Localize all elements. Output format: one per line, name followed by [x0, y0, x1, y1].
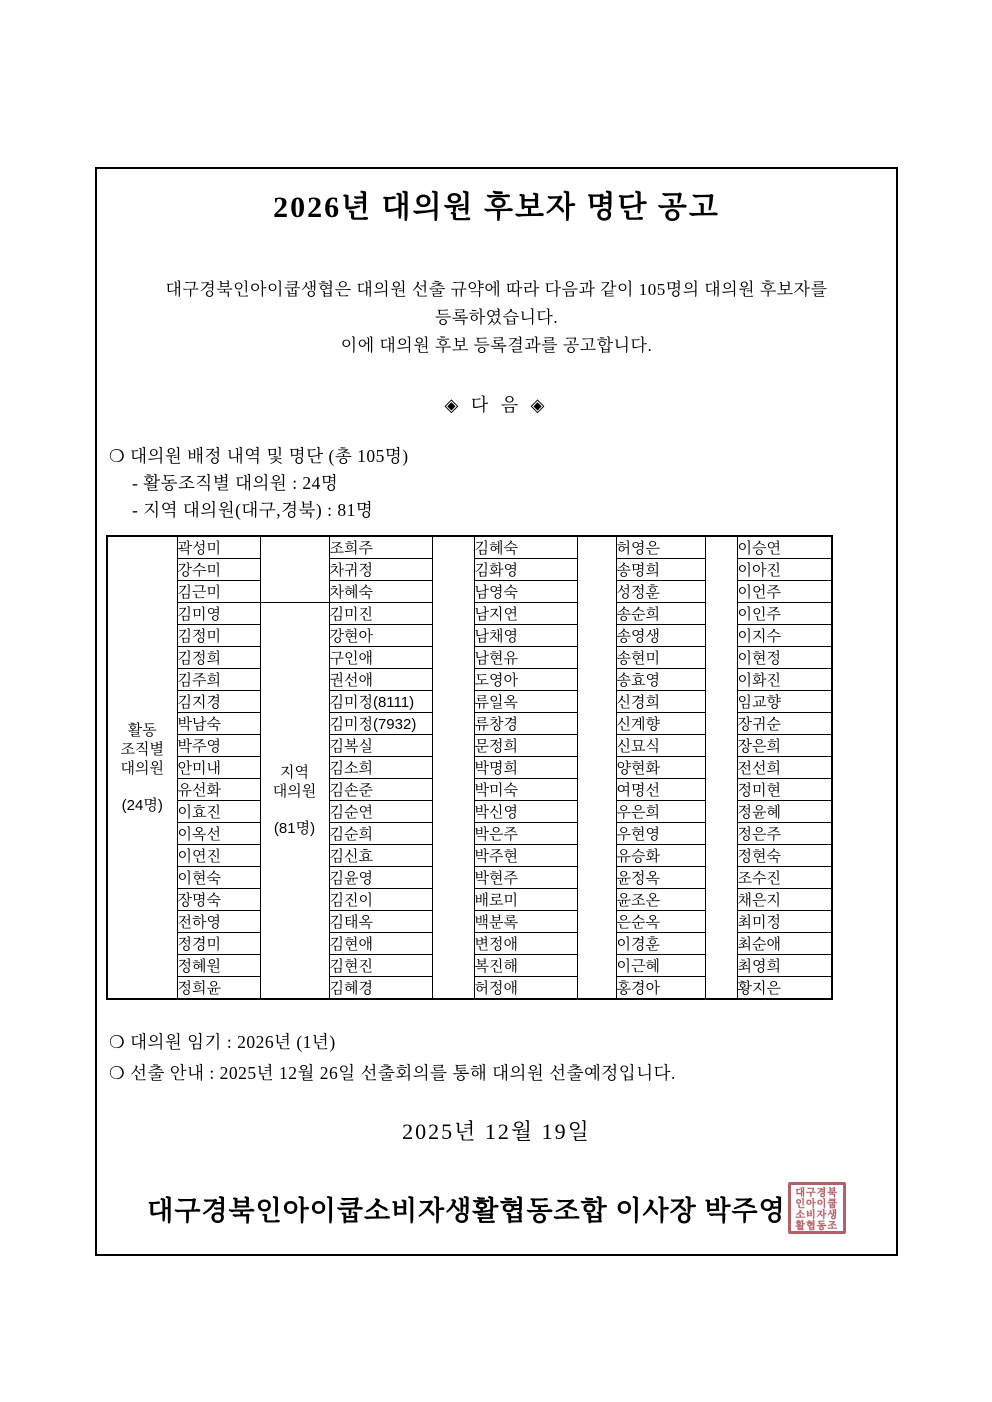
delegate-name: 김근미 — [177, 581, 260, 603]
info-term: ❍ 대의원 임기 : 2026년 (1년) — [109, 1032, 336, 1052]
delegate-name: 김복실 — [329, 735, 432, 757]
delegate-name: 이승연 — [737, 536, 832, 559]
delegate-name: 채은지 — [737, 889, 832, 911]
intro-line-2: 등록하였습니다. — [434, 308, 559, 327]
delegate-name: 박은주 — [474, 823, 577, 845]
delegate-name: 은순옥 — [616, 911, 705, 933]
intro-paragraph — [97, 276, 896, 360]
delegate-name: 남현유 — [474, 647, 577, 669]
delegate-name: 최순애 — [737, 933, 832, 955]
delegate-name: 김지경 — [177, 691, 260, 713]
table-row — [107, 536, 832, 559]
allocation-section — [97, 443, 896, 524]
delegate-name: 김순연 — [329, 801, 432, 823]
delegate-name: 김혜경 — [329, 977, 432, 1000]
document-page — [95, 167, 898, 1256]
delegate-name: 장은희 — [737, 735, 832, 757]
group-label-activity-text — [108, 721, 177, 815]
seal-row-2: 인아이쿱 — [795, 1199, 838, 1210]
delegate-name: 송현미 — [616, 647, 705, 669]
delegate-name: 강현아 — [329, 625, 432, 647]
delegate-name: 도영아 — [474, 669, 577, 691]
delegate-name: 이현정 — [737, 647, 832, 669]
delegate-name: 윤조온 — [616, 889, 705, 911]
delegate-name: 김미정(7932) — [329, 713, 432, 735]
group-label-activity — [107, 536, 177, 999]
delegate-name: 박미숙 — [474, 779, 577, 801]
official-seal — [788, 1182, 846, 1234]
delegate-name: 우은희 — [616, 801, 705, 823]
group-label-region-line: 대의원 — [272, 783, 317, 800]
delegate-name: 이경훈 — [616, 933, 705, 955]
allocation-item-activity: - 활동조직별 대의원 : 24명 — [132, 473, 339, 493]
delegate-name: 김혜숙 — [474, 536, 577, 559]
intro-line-1: 대구경북인아이쿱생협은 대의원 선출 규약에 따라 다음과 같이 105명의 대의원 후보자를 — [165, 280, 828, 299]
group-label-region — [260, 603, 329, 1000]
delegate-name: 조수진 — [737, 867, 832, 889]
delegate-name: 이연진 — [177, 845, 260, 867]
delegate-name: 허정애 — [474, 977, 577, 1000]
delegate-name: 이현숙 — [177, 867, 260, 889]
delegate-name: 조희주 — [329, 536, 432, 559]
delegate-name: 김태옥 — [329, 911, 432, 933]
delegate-name: 문정희 — [474, 735, 577, 757]
delegate-name: 신계향 — [616, 713, 705, 735]
footer-signature — [97, 1188, 896, 1240]
delegate-name: 박남숙 — [177, 713, 260, 735]
delegate-roster-table — [106, 535, 833, 1000]
delegate-name: 김주희 — [177, 669, 260, 691]
delegate-name: 유승화 — [616, 845, 705, 867]
delegate-name: 송명희 — [616, 559, 705, 581]
delegate-name: 황지은 — [737, 977, 832, 1000]
delegate-name: 김신효 — [329, 845, 432, 867]
seal-row-3: 소비자생 — [795, 1210, 838, 1221]
delegate-name: 차혜숙 — [329, 581, 432, 603]
allocation-heading: ❍ 대의원 배정 내역 및 명단 (총 105명) — [109, 446, 409, 466]
delegate-name: 김미영 — [177, 603, 260, 625]
delegate-name: 변정애 — [474, 933, 577, 955]
delegate-name: 윤정옥 — [616, 867, 705, 889]
delegate-name: 남지연 — [474, 603, 577, 625]
delegate-name: 박주현 — [474, 845, 577, 867]
delegate-name: 안미내 — [177, 757, 260, 779]
delegate-name: 김진이 — [329, 889, 432, 911]
group-label-activity-line: 조직별 — [120, 740, 164, 758]
spacer-column-2 — [577, 536, 616, 999]
delegate-name: 이아진 — [737, 559, 832, 581]
delegate-name: 김소희 — [329, 757, 432, 779]
group-label-activity-line: 대의원 — [120, 759, 164, 777]
delegate-name: 여명선 — [616, 779, 705, 801]
delegate-name: 정현숙 — [737, 845, 832, 867]
delegate-name: 김순희 — [329, 823, 432, 845]
delegate-name: 전선희 — [737, 757, 832, 779]
delegate-name: 김현진 — [329, 955, 432, 977]
delegate-name: 김화영 — [474, 559, 577, 581]
delegate-name: 양현화 — [616, 757, 705, 779]
delegate-name: 송영생 — [616, 625, 705, 647]
delegate-name: 우현영 — [616, 823, 705, 845]
delegate-name: 남채영 — [474, 625, 577, 647]
delegate-name: 이언주 — [737, 581, 832, 603]
delegate-name: 이지수 — [737, 625, 832, 647]
announcement-date: 2025년 12월 19일 — [402, 1119, 591, 1144]
group-label-region-text — [261, 763, 329, 838]
signature-text: 대구경북인아이쿱소비자생활협동조합 이사장 박주영 — [147, 1196, 786, 1227]
delegate-name: 장귀순 — [737, 713, 832, 735]
section-divider: ◈ 다 음 ◈ — [444, 395, 549, 415]
delegate-name: 신묘식 — [616, 735, 705, 757]
delegate-name: 신경희 — [616, 691, 705, 713]
delegate-name: 남영숙 — [474, 581, 577, 603]
delegate-name: 정미현 — [737, 779, 832, 801]
group-label-region-line: 지역 — [280, 764, 309, 781]
delegate-name: 김정희 — [177, 647, 260, 669]
delegate-name: 홍경아 — [616, 977, 705, 1000]
info-section — [97, 1027, 896, 1089]
delegate-name: 박신영 — [474, 801, 577, 823]
delegate-name: 배로미 — [474, 889, 577, 911]
delegate-name: 최미정 — [737, 911, 832, 933]
delegate-name: 정윤혜 — [737, 801, 832, 823]
delegate-name: 이옥선 — [177, 823, 260, 845]
delegate-name: 장명숙 — [177, 889, 260, 911]
delegate-name: 전하영 — [177, 911, 260, 933]
intro-line-3: 이에 대의원 후보 등록결과를 공고합니다. — [340, 336, 653, 355]
delegate-name: 성정훈 — [616, 581, 705, 603]
empty-cell — [260, 536, 329, 603]
delegate-name: 이화진 — [737, 669, 832, 691]
delegate-name: 차귀정 — [329, 559, 432, 581]
delegate-name: 송효영 — [616, 669, 705, 691]
seal-row-4: 활협동조 — [795, 1221, 838, 1232]
group-label-region-count: (81명) — [273, 820, 316, 837]
delegate-name: 허영은 — [616, 536, 705, 559]
seal-row-1: 대구경북 — [795, 1188, 838, 1199]
delegate-name: 김손준 — [329, 779, 432, 801]
delegate-name: 박명희 — [474, 757, 577, 779]
info-election: ❍ 선출 안내 : 2025년 12월 26일 선출회의를 통해 대의원 선출예정입니다. — [109, 1063, 676, 1083]
delegate-name: 임교향 — [737, 691, 832, 713]
delegate-name: 김윤영 — [329, 867, 432, 889]
delegate-name: 김미정(8111) — [329, 691, 432, 713]
delegate-name: 백분록 — [474, 911, 577, 933]
group-label-activity-count: (24명) — [121, 796, 163, 814]
document-title: 2026년 대의원 후보자 명단 공고 — [273, 191, 720, 224]
delegate-name: 이효진 — [177, 801, 260, 823]
spacer-column-1 — [432, 536, 474, 999]
delegate-name: 정희윤 — [177, 977, 260, 1000]
delegate-name: 김정미 — [177, 625, 260, 647]
delegate-name: 류일옥 — [474, 691, 577, 713]
allocation-item-region: - 지역 대의원(대구,경북) : 81명 — [132, 500, 374, 520]
delegate-name: 송순희 — [616, 603, 705, 625]
delegate-name: 곽성미 — [177, 536, 260, 559]
delegate-name: 김현애 — [329, 933, 432, 955]
delegate-name: 복진해 — [474, 955, 577, 977]
delegate-name: 박주영 — [177, 735, 260, 757]
delegate-name: 이인주 — [737, 603, 832, 625]
delegate-name: 정은주 — [737, 823, 832, 845]
delegate-name: 최영희 — [737, 955, 832, 977]
spacer-column-3 — [705, 536, 737, 999]
delegate-name: 강수미 — [177, 559, 260, 581]
delegate-name: 정혜원 — [177, 955, 260, 977]
delegate-name: 이근혜 — [616, 955, 705, 977]
delegate-name: 정경미 — [177, 933, 260, 955]
group-label-activity-line: 활동 — [127, 721, 157, 739]
delegate-name: 박현주 — [474, 867, 577, 889]
delegate-name: 김미진 — [329, 603, 432, 625]
delegate-name: 구인애 — [329, 647, 432, 669]
delegate-name: 권선애 — [329, 669, 432, 691]
delegate-name: 유선화 — [177, 779, 260, 801]
delegate-name: 류창경 — [474, 713, 577, 735]
